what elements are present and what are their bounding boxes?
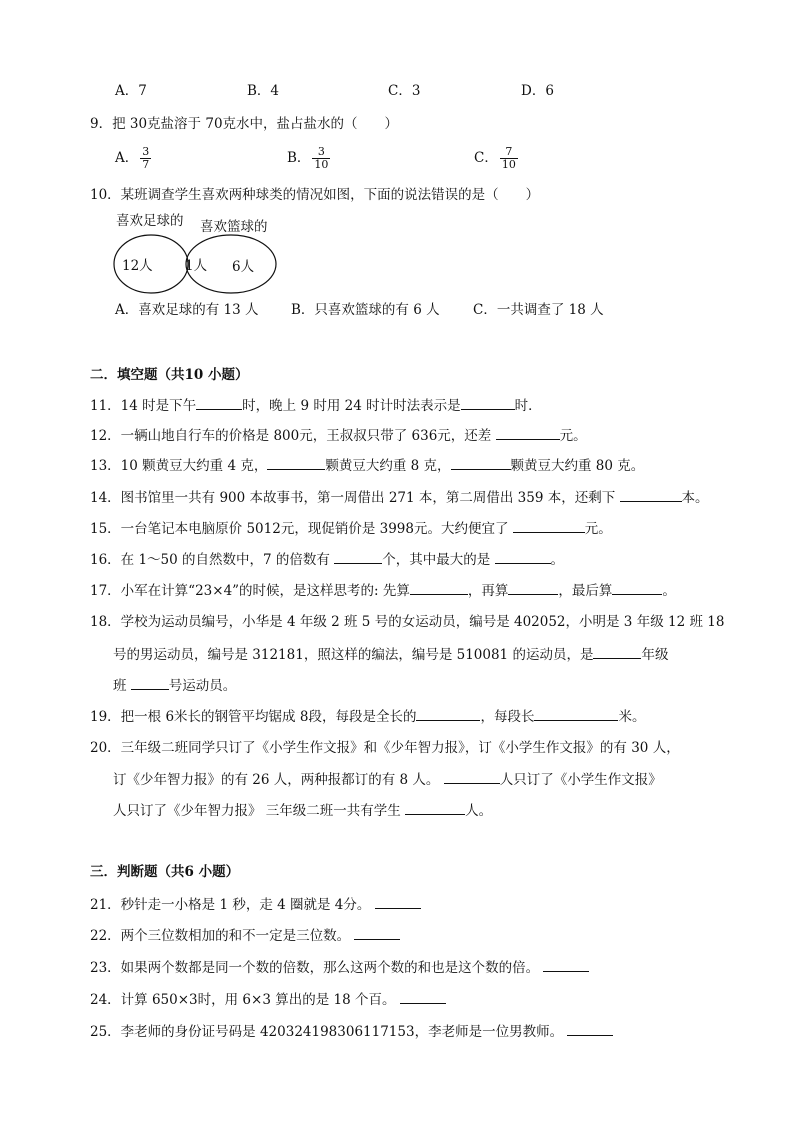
section-2-title: 二．填空题（共10 小题） — [90, 367, 249, 383]
q18-line2: 号的男运动员，编号是 312181，照这样的编法，编号是 510081 的运动员，是 年级 — [113, 647, 669, 663]
q18-line3: 班 号运动员。 — [113, 678, 237, 694]
q18-line1: 18．学校为运动员编号，小华是 4 年级 2 班 5 号的女运动员，编号是 402052，小明是 3 年级 12 班 18 — [90, 614, 725, 630]
q20-line3: 人只订了《少年智力报》 三年级二班一共有学生 人。 — [113, 803, 493, 819]
q15: 15．一台笔记本电脑原价 5012元，现促销价是 3998元。大约便宜了 元。 — [90, 521, 612, 537]
q8-option-a: A．7 — [115, 83, 147, 99]
q9-option-a: A． $\frac{3}{7}$ — [115, 145, 150, 171]
q25: 25．李老师的身份证号码是 420324198306117153，李老师是一位男教师。 — [90, 1022, 613, 1041]
q16: 16．在 1～50 的自然数中，7 的倍数有 个，其中最大的是 。 — [90, 552, 564, 568]
q9-option-c: C． $\frac{7}{10}$ — [474, 145, 516, 171]
venn-football-only: 12人 — [122, 258, 153, 274]
q10-stem: 10．某班调查学生喜欢两种球类的情况如图，下面的说法错误的是（ ） — [90, 187, 540, 203]
q20-line1: 20．三年级二班同学只订了《小学生作文报》和《少年智力报》，订《小学生作文报》的有 30 人， — [90, 740, 680, 756]
q21: 21．秒针走一小格是 1 秒，走 4 圈就是 4分。 — [90, 895, 421, 914]
q12: 12．一辆山地自行车的价格是 800元，王叔叔只带了 636元，还差 元。 — [90, 428, 587, 444]
q10-option-c: C．一共调查了 18 人 — [473, 302, 604, 318]
q23: 23．如果两个数都是同一个数的倍数，那么这两个数的和也是这个数的倍。 — [90, 958, 589, 977]
fraction: $\frac{3}{7}$ — [142, 145, 150, 171]
q8-option-d: D．6 — [521, 83, 554, 99]
q13: 13．10 颗黄豆大约重 4 克， 颗黄豆大约重 8 克， 颗黄豆大约重 80 克。 — [90, 458, 645, 474]
venn-both: 1人 — [185, 258, 208, 274]
q19: 19．把一根 6米长的钢管平均锯成 8段，每段是全长的 ，每段长 米。 — [90, 709, 646, 725]
q20-line2: 订《少年智力报》的有 26 人，两种报都订的有 8 人。 人只订了《小学生作文报》 — [113, 772, 662, 788]
q22: 22．两个三位数相加的和不一定是三位数。 — [90, 926, 400, 945]
q14: 14．图书馆里一共有 900 本故事书，第一周借出 271 本，第二周借出 359 本，还剩下 本。 — [90, 490, 709, 506]
q8-option-b: B．4 — [247, 83, 280, 99]
venn-basketball-only: 6人 — [232, 259, 255, 275]
q8-option-c: C．3 — [388, 83, 421, 99]
venn-label-basketball: 喜欢篮球的 — [200, 219, 268, 235]
q9-option-b: B． $\frac{3}{10}$ — [287, 145, 329, 171]
section-3-title: 三．判断题（共6 小题） — [90, 864, 240, 880]
q11: 11．14 时是下午 时，晚上 9 时用 24 时计时法表示是 时． — [90, 398, 542, 414]
q9-stem: 9．把 30克盐溶于 70克水中，盐占盐水的（ ） — [90, 116, 399, 132]
q10-option-b: B．只喜欢篮球的有 6 人 — [291, 302, 440, 318]
fraction: $\frac{3}{10}$ — [314, 145, 329, 171]
q10-option-a: A．喜欢足球的有 13 人 — [115, 302, 259, 318]
q17: 17．小军在计算“23×4”的时候，是这样思考的: 先算 ，再算 ，最后算 。 — [90, 583, 676, 599]
fraction: $\frac{7}{10}$ — [501, 145, 516, 171]
venn-label-football: 喜欢足球的 — [116, 213, 184, 229]
q24: 24．计算 650×3时，用 6×3 算出的是 18 个百。 — [90, 990, 446, 1009]
